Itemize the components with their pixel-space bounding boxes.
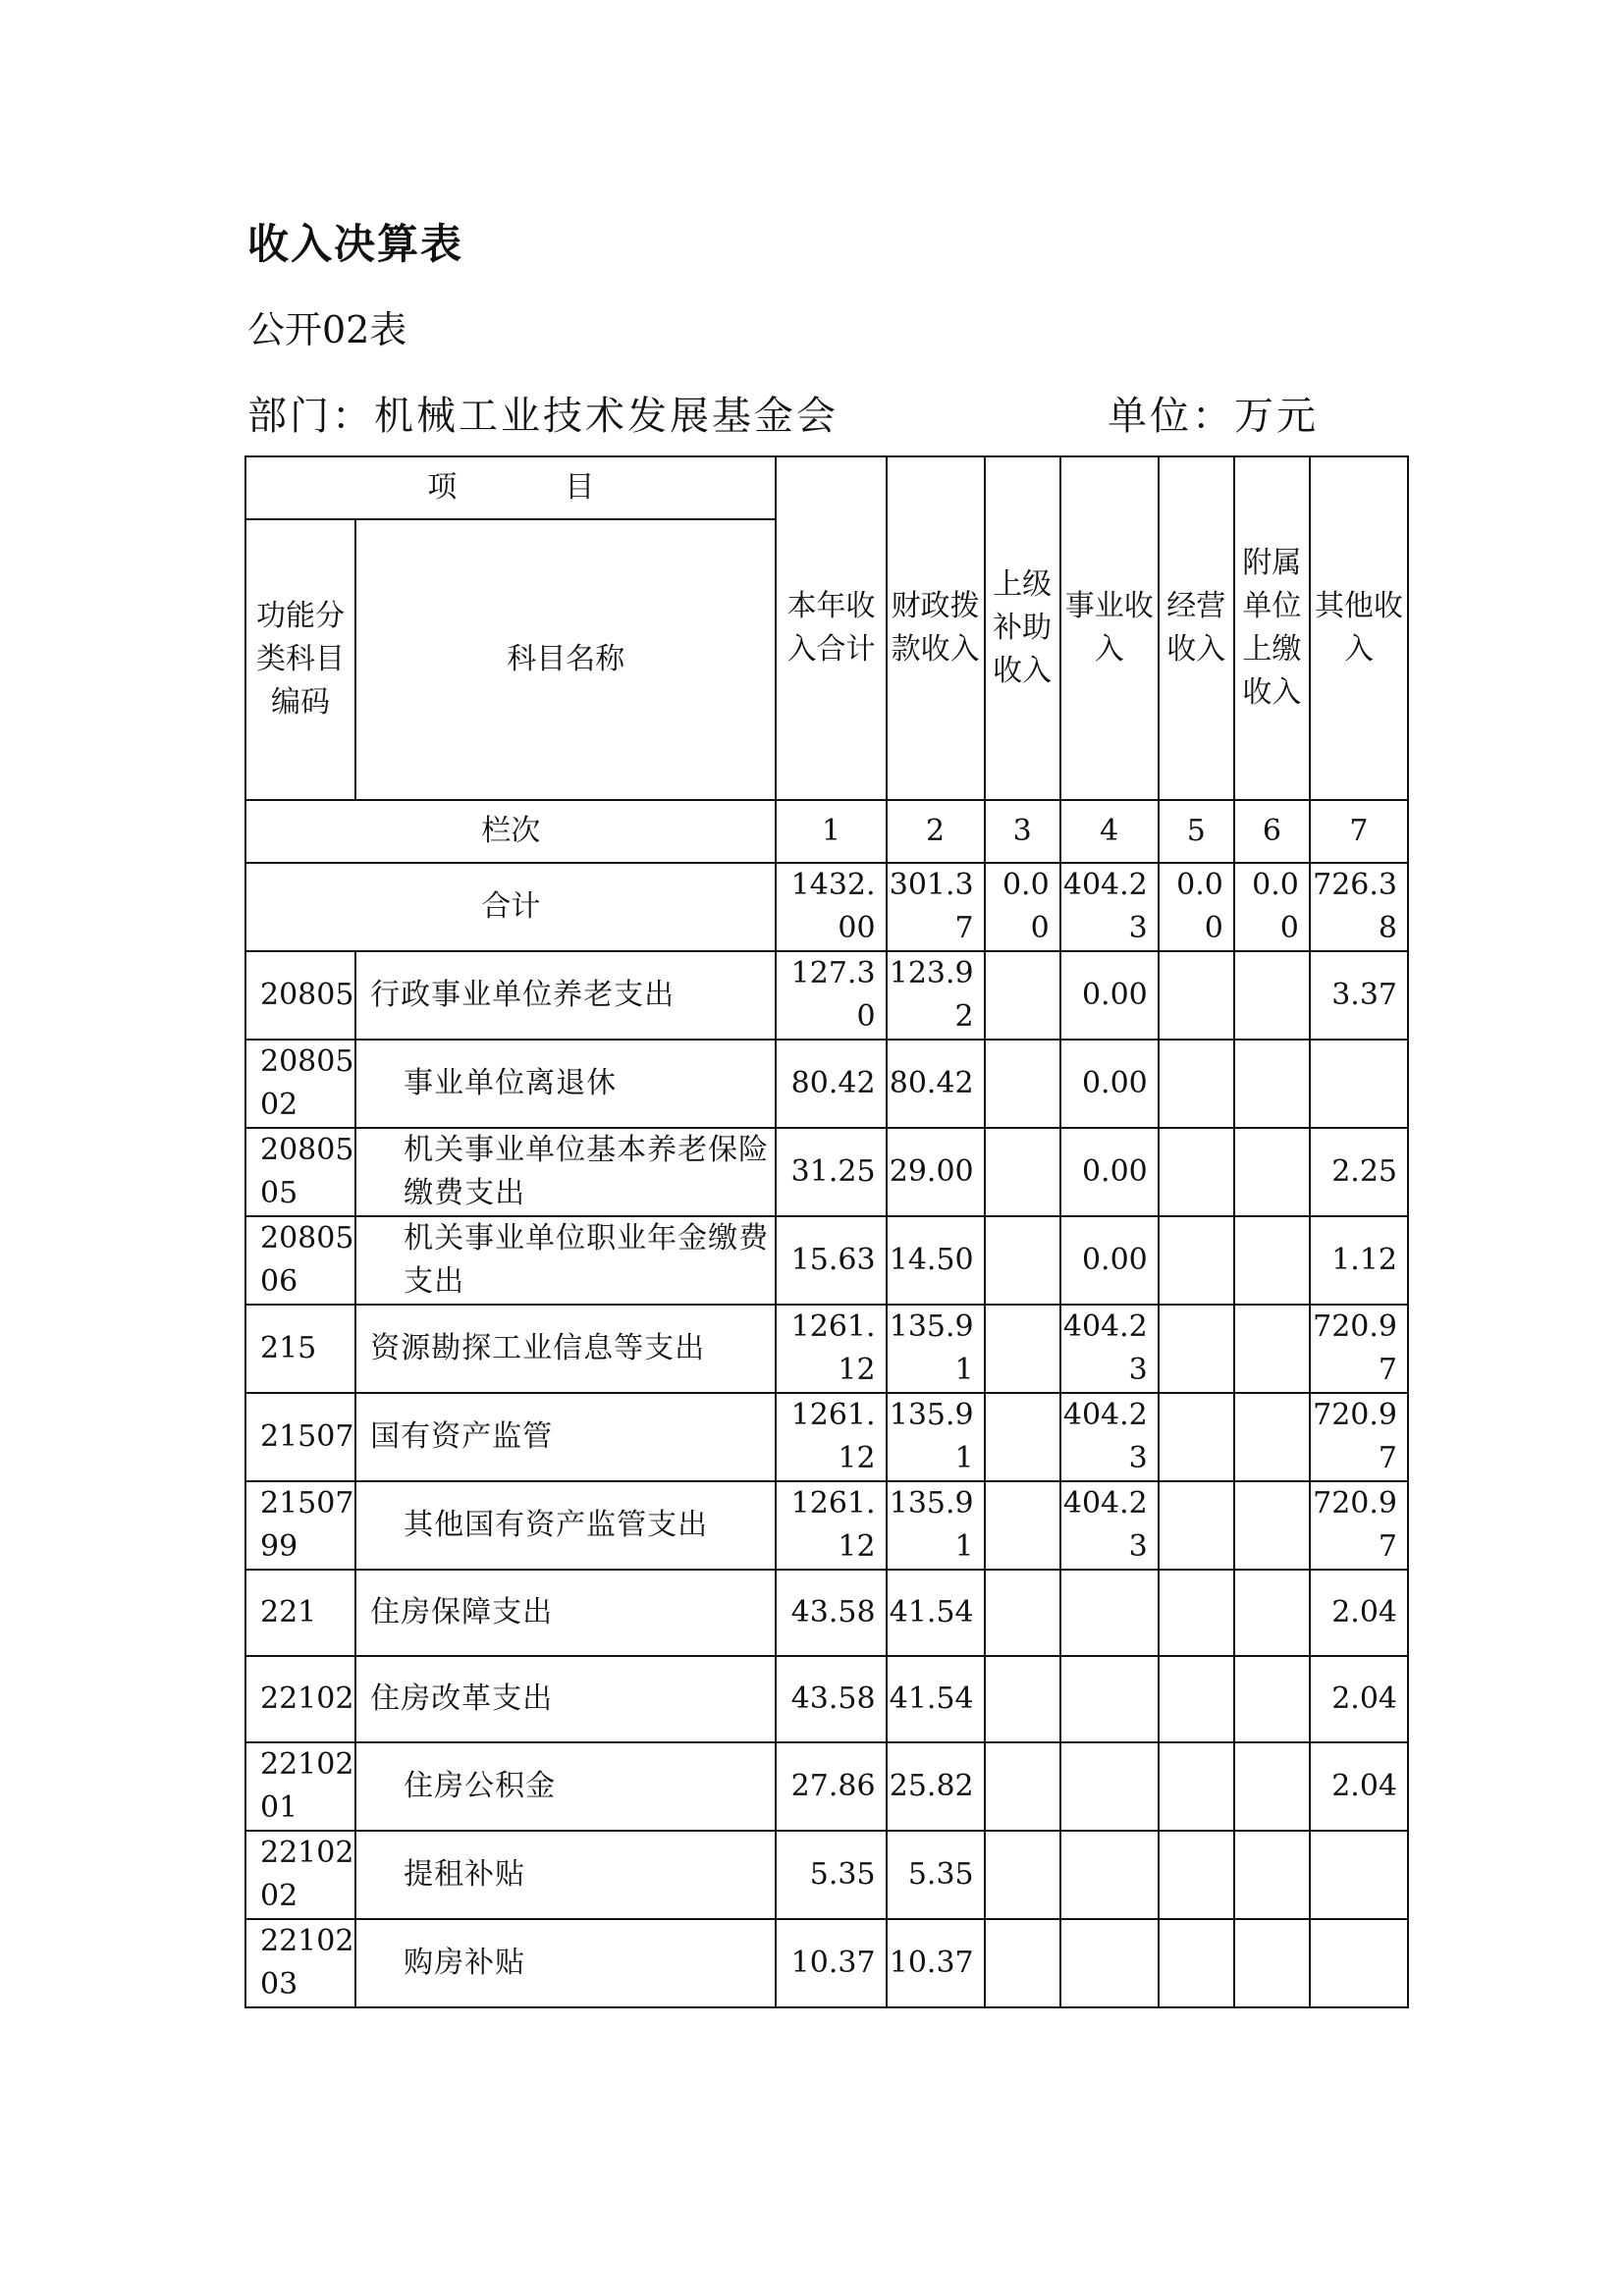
table-row: [245, 1831, 1408, 1919]
page-title: 收入决算表: [247, 220, 464, 268]
value-cell: 27.86: [776, 1742, 886, 1831]
department-label: 部门：机械工业技术发展基金会: [247, 394, 839, 439]
value-cell: [1159, 1742, 1234, 1831]
subject-name: 国有资产监管: [355, 1393, 776, 1481]
value-cell: 135.91: [887, 1481, 985, 1570]
header-col-2: 财政拨款收入: [887, 456, 985, 800]
subject-code: 221: [245, 1570, 355, 1656]
value-cell: 720.97: [1310, 1481, 1408, 1570]
value-cell: 2.04: [1310, 1742, 1408, 1831]
total-cell: 726.38: [1310, 863, 1408, 951]
total-cell: 0.00: [985, 863, 1060, 951]
value-cell: 0.00: [1060, 1128, 1159, 1216]
value-cell: 15.63: [776, 1216, 886, 1305]
value-cell: [1060, 1831, 1159, 1919]
total-cell: 404.23: [1060, 863, 1159, 951]
value-cell: [1234, 1656, 1310, 1742]
subject-code: 2210201: [245, 1742, 355, 1831]
value-cell: [1234, 1305, 1310, 1393]
subject-code: 2080505: [245, 1128, 355, 1216]
value-cell: [985, 1919, 1060, 2007]
subject-code: 215: [245, 1305, 355, 1393]
table-row: [245, 1656, 1408, 1742]
value-cell: 404.23: [1060, 1393, 1159, 1481]
total-cell: 0.00: [1159, 863, 1234, 951]
subject-name: 住房改革支出: [355, 1656, 776, 1742]
value-cell: [1159, 1393, 1234, 1481]
value-cell: [985, 1481, 1060, 1570]
subject-name: 资源勘探工业信息等支出: [355, 1305, 776, 1393]
value-cell: 0.00: [1060, 1216, 1159, 1305]
value-cell: [1234, 1742, 1310, 1831]
column-index-row: [245, 800, 1408, 863]
value-cell: [985, 1128, 1060, 1216]
value-cell: 2.25: [1310, 1128, 1408, 1216]
table-row: [245, 1742, 1408, 1831]
value-cell: 10.37: [887, 1919, 985, 2007]
value-cell: [985, 1742, 1060, 1831]
value-cell: 10.37: [776, 1919, 886, 2007]
value-cell: 1261.12: [776, 1393, 886, 1481]
total-cell: 1432.00: [776, 863, 886, 951]
total-cell: 301.37: [887, 863, 985, 951]
subject-code: 22102: [245, 1656, 355, 1742]
subject-code: 2080502: [245, 1040, 355, 1128]
value-cell: 29.00: [887, 1128, 985, 1216]
value-cell: [1234, 1481, 1310, 1570]
header-col-7: 其他收入: [1310, 456, 1408, 800]
column-index-cell: 2: [887, 800, 985, 863]
unit-label: 单位：万元: [1108, 394, 1319, 439]
value-cell: 41.54: [887, 1656, 985, 1742]
value-cell: 123.92: [887, 951, 985, 1040]
value-cell: 3.37: [1310, 951, 1408, 1040]
value-cell: 41.54: [887, 1570, 985, 1656]
value-cell: [1234, 951, 1310, 1040]
value-cell: 135.91: [887, 1305, 985, 1393]
value-cell: 5.35: [887, 1831, 985, 1919]
total-row: [245, 863, 1408, 951]
value-cell: [1234, 1570, 1310, 1656]
value-cell: [985, 1656, 1060, 1742]
value-cell: 1261.12: [776, 1305, 886, 1393]
header-code: 功能分类科目编码: [245, 519, 355, 800]
value-cell: [1234, 1831, 1310, 1919]
value-cell: 31.25: [776, 1128, 886, 1216]
value-cell: [985, 1216, 1060, 1305]
value-cell: [1159, 1216, 1234, 1305]
value-cell: [985, 1831, 1060, 1919]
value-cell: [1060, 1742, 1159, 1831]
header-col-5: 经营收入: [1159, 456, 1234, 800]
table-row: [245, 1919, 1408, 2007]
value-cell: 5.35: [776, 1831, 886, 1919]
value-cell: [1159, 1570, 1234, 1656]
subject-code: 2210202: [245, 1831, 355, 1919]
header-row-item: [245, 456, 1408, 519]
value-cell: 135.91: [887, 1393, 985, 1481]
table-row: [245, 1216, 1408, 1305]
header-name: 科目名称: [355, 519, 776, 800]
header-col-4: 事业收入: [1060, 456, 1159, 800]
table-row: [245, 1305, 1408, 1393]
column-index-cell: 4: [1060, 800, 1159, 863]
subject-code: 2080506: [245, 1216, 355, 1305]
table-number: 公开02表: [247, 308, 407, 351]
column-index-cell: 7: [1310, 800, 1408, 863]
column-index-cell: 6: [1234, 800, 1310, 863]
value-cell: [1310, 1040, 1408, 1128]
value-cell: [985, 1040, 1060, 1128]
total-label: 合计: [245, 863, 776, 951]
value-cell: [1159, 1305, 1234, 1393]
value-cell: 43.58: [776, 1656, 886, 1742]
header-col-6: 附属单位上缴收入: [1234, 456, 1310, 800]
header-col-3: 上级补助收入: [985, 456, 1060, 800]
subject-name: 事业单位离退休: [355, 1040, 776, 1128]
value-cell: 1261.12: [776, 1481, 886, 1570]
subject-code: 2210203: [245, 1919, 355, 2007]
value-cell: [1159, 1128, 1234, 1216]
value-cell: 404.23: [1060, 1481, 1159, 1570]
value-cell: [1159, 1040, 1234, 1128]
subject-name: 机关事业单位职业年金缴费支出: [355, 1216, 776, 1305]
income-final-accounts-table: [244, 455, 1409, 2008]
subject-name: 机关事业单位基本养老保险缴费支出: [355, 1128, 776, 1216]
subject-code: 2150799: [245, 1481, 355, 1570]
value-cell: [1159, 1656, 1234, 1742]
value-cell: 1.12: [1310, 1216, 1408, 1305]
value-cell: [1234, 1040, 1310, 1128]
value-cell: [1060, 1570, 1159, 1656]
value-cell: 720.97: [1310, 1393, 1408, 1481]
subject-name: 提租补贴: [355, 1831, 776, 1919]
subject-name: 其他国有资产监管支出: [355, 1481, 776, 1570]
value-cell: [1159, 951, 1234, 1040]
column-index-cell: 1: [776, 800, 886, 863]
total-cell: 0.00: [1234, 863, 1310, 951]
subject-code: 20805: [245, 951, 355, 1040]
value-cell: [985, 951, 1060, 1040]
value-cell: [1159, 1919, 1234, 2007]
value-cell: 25.82: [887, 1742, 985, 1831]
header-item: 项 目: [245, 456, 776, 519]
table-row: [245, 951, 1408, 1040]
value-cell: [985, 1305, 1060, 1393]
table-row: [245, 1481, 1408, 1570]
table-row: [245, 1393, 1408, 1481]
value-cell: [1060, 1919, 1159, 2007]
value-cell: 43.58: [776, 1570, 886, 1656]
value-cell: [1310, 1831, 1408, 1919]
value-cell: [985, 1570, 1060, 1656]
value-cell: [1159, 1481, 1234, 1570]
column-index-label: 栏次: [245, 800, 776, 863]
column-index-cell: 3: [985, 800, 1060, 863]
value-cell: [1234, 1128, 1310, 1216]
value-cell: 80.42: [776, 1040, 886, 1128]
value-cell: [985, 1393, 1060, 1481]
value-cell: [1234, 1393, 1310, 1481]
value-cell: [1234, 1919, 1310, 2007]
subject-name: 住房公积金: [355, 1742, 776, 1831]
subject-name: 住房保障支出: [355, 1570, 776, 1656]
value-cell: 2.04: [1310, 1570, 1408, 1656]
subject-name: 购房补贴: [355, 1919, 776, 2007]
table-row: [245, 1570, 1408, 1656]
table-row: [245, 1040, 1408, 1128]
value-cell: [1060, 1656, 1159, 1742]
subject-code: 21507: [245, 1393, 355, 1481]
value-cell: 80.42: [887, 1040, 985, 1128]
value-cell: [1234, 1216, 1310, 1305]
table-row: [245, 1128, 1408, 1216]
value-cell: 0.00: [1060, 951, 1159, 1040]
value-cell: [1159, 1831, 1234, 1919]
column-index-cell: 5: [1159, 800, 1234, 863]
subject-name: 行政事业单位养老支出: [355, 951, 776, 1040]
header-col-1: 本年收入合计: [776, 456, 886, 800]
value-cell: 404.23: [1060, 1305, 1159, 1393]
value-cell: 0.00: [1060, 1040, 1159, 1128]
value-cell: 127.30: [776, 951, 886, 1040]
value-cell: 14.50: [887, 1216, 985, 1305]
value-cell: 2.04: [1310, 1656, 1408, 1742]
value-cell: [1310, 1919, 1408, 2007]
value-cell: 720.97: [1310, 1305, 1408, 1393]
